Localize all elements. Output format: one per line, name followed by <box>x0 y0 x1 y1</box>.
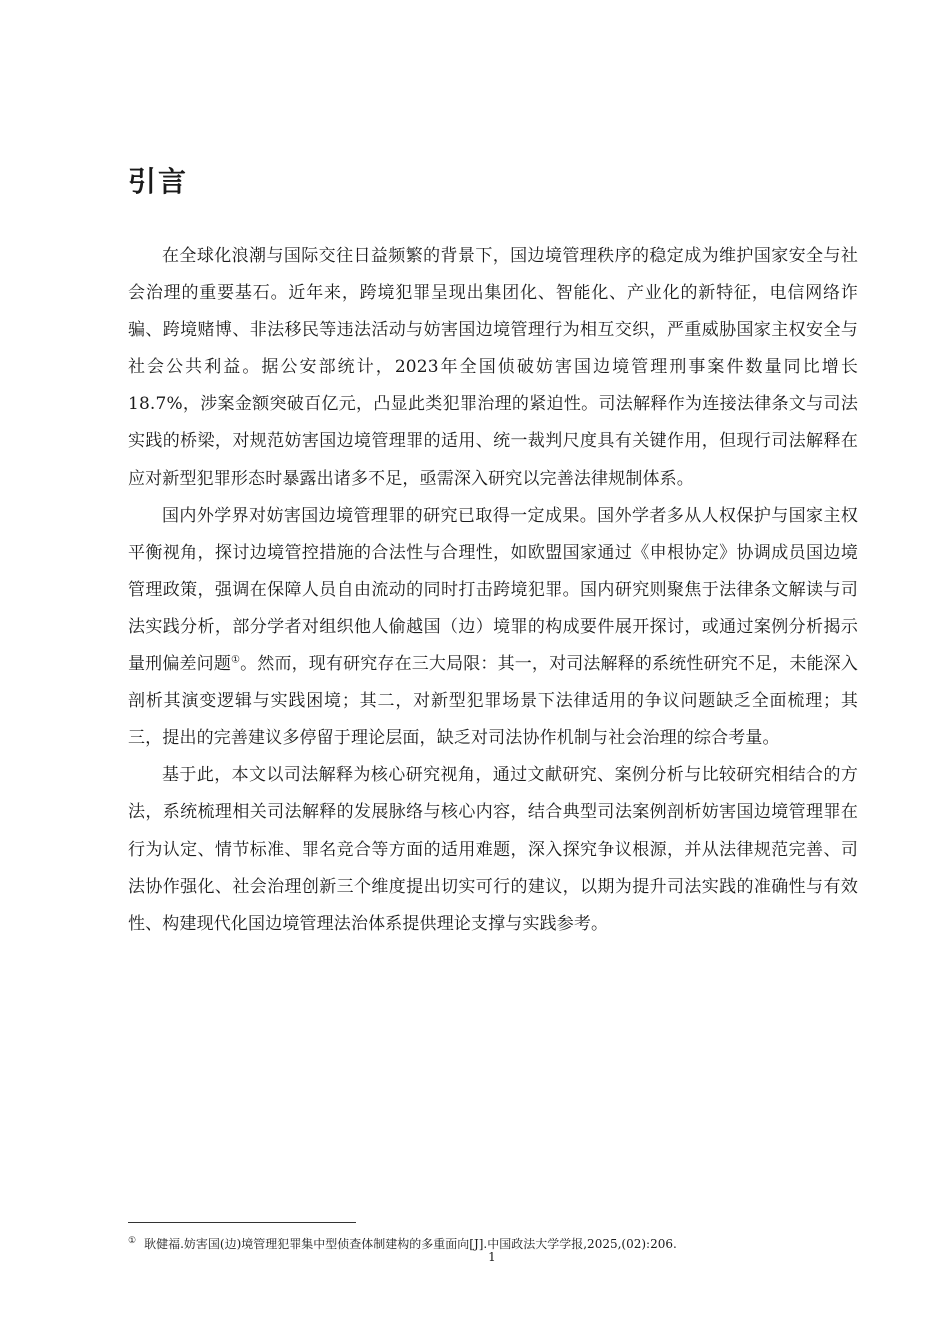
footnote-text: 耿健福.妨害国(边)境管理犯罪集中型侦查体制建构的多重面向[J].中国政法大学学报,2025,(02):206. <box>144 1237 677 1251</box>
footnote-separator <box>128 1222 356 1223</box>
body-text <box>128 238 858 943</box>
footnote-reference[interactable]: ① <box>230 654 241 666</box>
paragraph-background: 在全球化浪潮与国际交往日益频繁的背景下，国边境管理秩序的稳定成为维护国家安全与社会治理的重要基石。近年来，跨境犯罪呈现出集团化、智能化、产业化的新特征，电信网络诈骗、跨境赌博、非法移民等违法活动与妨害国边境管理行为相互交织，严重威胁国家主权安全与社会公共利益。据公安部统计，2023年全国侦破妨害国边境管理刑事案件数量同比增长18.7%，涉案金额突破百亿元，凸显此类犯罪治理的紧迫性。司法解释作为连接法律条文与司法实践的桥梁，对规范妨害国边境管理罪的适用、统一裁判尺度具有关键作用，但现行司法解释在应对新型犯罪形态时暴露出诸多不足，亟需深入研究以完善法律规制体系。 <box>128 246 858 489</box>
paragraph-research-approach: 基于此，本文以司法解释为核心研究视角，通过文献研究、案例分析与比较研究相结合的方法，系统梳理相关司法解释的发展脉络与核心内容，结合典型司法案例剖析妨害国边境管理罪在行为认定、情节标准、罪名竞合等方面的适用难题，深入探究争议根源，并从法律规范完善、司法协作强化、社会治理创新三个维度提出切实可行的建议，以期为提升司法实践的准确性与有效性、构建现代化国边境管理法治体系提供理论支撑与实践参考。 <box>128 765 858 934</box>
section-heading: 引言 <box>128 165 189 198</box>
paragraph-literature-review <box>128 498 858 758</box>
footnote-mark: ① <box>128 1236 137 1246</box>
page-number: 1 <box>488 1250 496 1264</box>
paragraph-text-after-ref: 。然而，现有研究存在三大局限：其一，对司法解释的系统性研究不足，未能深入剖析其演变逻辑与实践困境；其二，对新型犯罪场景下法律适用的争议问题缺乏全面梳理；其三，提出的完善建议多停留于理论层面，缺乏对司法协作机制与社会治理的综合考量。 <box>128 654 858 749</box>
paragraph-text-before-ref: 国内外学界对妨害国边境管理罪的研究已取得一定成果。国外学者多从人权保护与国家主权平衡视角，探讨边境管控措施的合法性与合理性，如欧盟国家通过《申根协定》协调成员国边境管理政策，强调在保障人员自由流动的同时打击跨境犯罪。国内研究则聚焦于法律条文解读与司法实践分析，部分学者对组织他人偷越国（边）境罪的构成要件展开探讨，或通过案例分析揭示量刑偏差问题 <box>128 505 858 675</box>
